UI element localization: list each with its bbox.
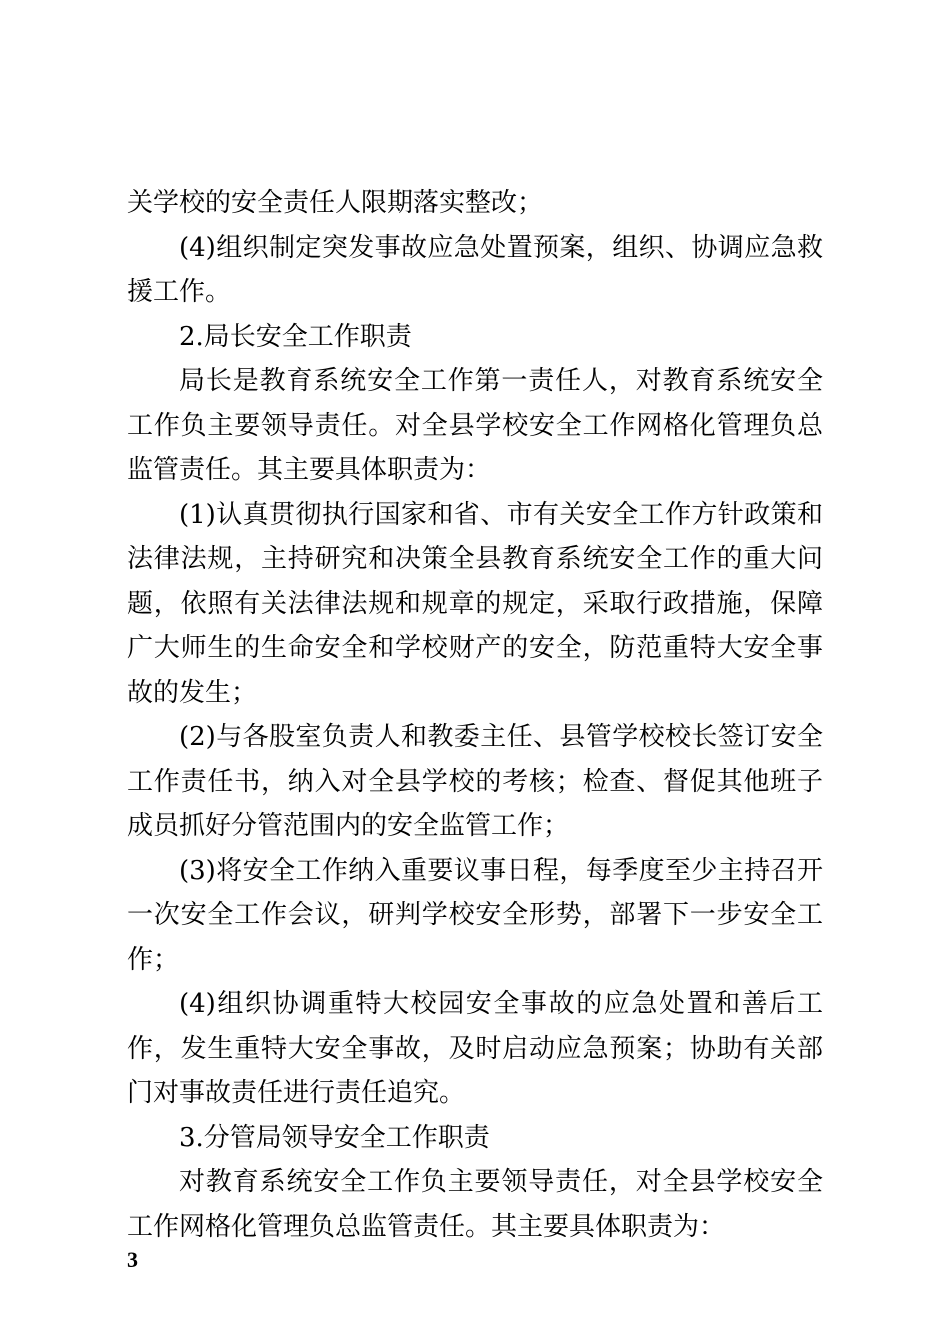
paragraph: 关学校的安全责任人限期落实整改； <box>127 188 544 218</box>
paragraph: (2)与各股室负责人和教委主任、县管学校校长签订安全工作责任书，纳入对全县学校的考核；检查、督促其他班子成员抓好分管范围内的安全监管工作； <box>127 722 823 841</box>
paragraph: (4)组织制定突发事故应急处置预案，组织、协调应急救援工作。 <box>127 232 823 307</box>
paragraph: (4)组织协调重特大校园安全事故的应急处置和善后工作，发生重特大安全事故，及时启动应急预案；协助有关部门对事故责任进行责任追究。 <box>127 989 823 1108</box>
section-heading: 2.局长安全工作职责 <box>179 321 412 352</box>
paragraph: (1)认真贯彻执行国家和省、市有关安全工作方针政策和法律法规，主持研究和决策全县教育系统安全工作的重大问题，依照有关法律法规和规章的规定，采取行政措施，保障广大师生的生命安全和学校财产的安全，防范重特大安全事故的发生； <box>127 499 823 708</box>
page-number: 3 <box>127 1247 138 1272</box>
paragraph: (3)将安全工作纳入重要议事日程，每季度至少主持召开一次安全工作会议，研判学校安全形势，部署下一步安全工作； <box>127 855 823 975</box>
section-heading: 3.分管局领导安全工作职责 <box>179 1122 490 1153</box>
document-body <box>127 181 823 1249</box>
paragraph: 对教育系统安全工作负主要领导责任，对全县学校安全工作网格化管理负总监管责任。其主要具体职责为： <box>127 1167 823 1242</box>
paragraph: 局长是教育系统安全工作第一责任人，对教育系统安全工作负主要领导责任。对全县学校安全工作网格化管理负总监管责任。其主要具体职责为： <box>127 366 823 485</box>
